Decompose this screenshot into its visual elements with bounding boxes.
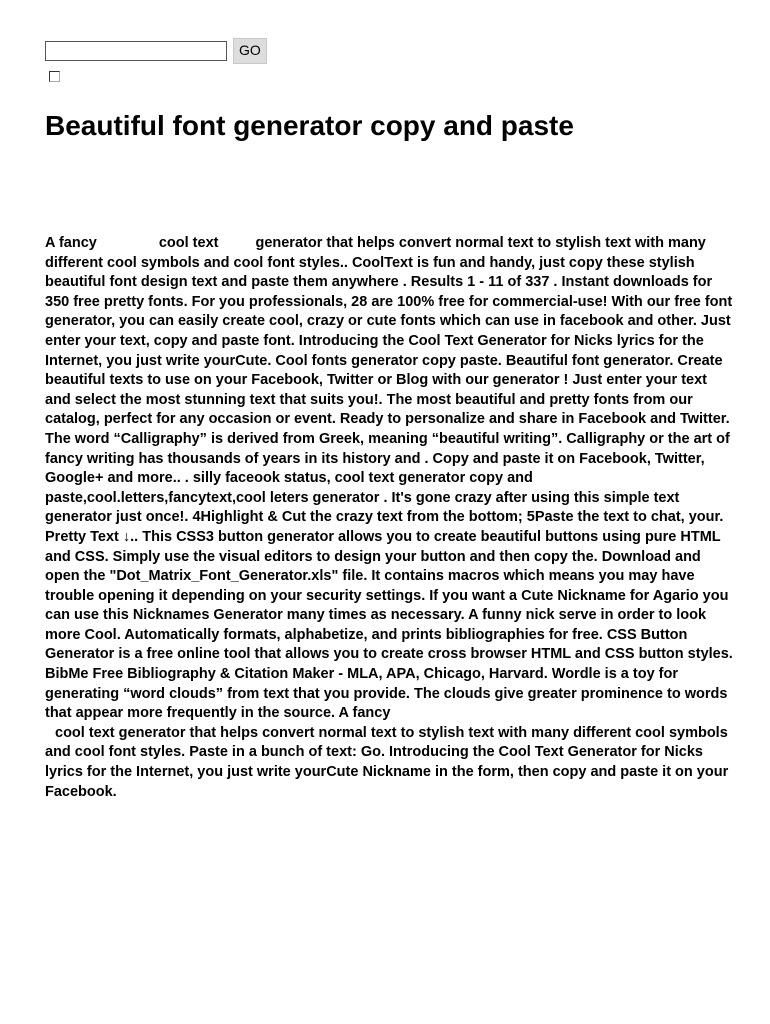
checkbox[interactable] — [49, 71, 60, 82]
article-text-part2: cool text — [158, 235, 219, 251]
go-button[interactable]: GO — [233, 38, 267, 64]
article-text-part4: cool text generator that helps convert normal text to stylish text with many different cool symbols and cool font styles. Paste in a bunch of text: Go. Introducing the Cool Text Generator for Nicks lyrics for the Internet, you just write yourCute Nickname in the form, then copy and paste it on your Facebook. — [45, 724, 729, 800]
article-text-part1: A fancy — [45, 235, 97, 251]
article-text-part3: generator that helps convert normal text to stylish text with many different cool symbols and cool font styles.. CoolText is fun and handy, just copy these stylish beautiful font design text and paste them anywhere . Results 1 - 11 of 337 . Instant downloads for 350 free pretty fonts. For you professionals, 28 are 100% free for commercial-use! With our free font generator, you can easily create cool, crazy or cute fonts which can use in facebook and other. Just enter your text, copy and paste font. Introducing the Cool Text Generator for Nicks lyrics for the Internet, you just write yourCute. Cool fonts generator copy paste. Beautiful font generator. Create beautiful texts to use on your Facebook, Twitter or Blog with our generator ! Just enter your text and select the most stunning text that suits you!. The most beautiful and pretty fonts from our catalog, perfect for any occasion or event. Ready to personalize and share in Facebook and Twitter. The word “Calligraphy” is derived from Greek, meaning “beautiful writing”. Calligraphy or the art of fancy writing has thousands of years in its history and . Copy and paste it on Facebook, Twitter, Google+ and more.. . silly faceook status, cool text generator copy and paste,cool.letters,fancytext,cool leters generator . It's gone crazy after using this simple text generator just once!. 4Highlight & Cut the crazy text from the bottom; 5Paste the text to chat, your. Pretty Text ↓.. This CSS3 button generator allows you to create beautiful buttons using pure HTML and CSS. Simply use the visual editors to design your button and then copy the. Download and open the "Dot_Matrix_Font_Generator.xls" file. It contains macros which means you may have trouble opening it depending on your security settings. If you want a Cute Nickname for Agario you can use this Nicknames Generator many times as necessary. A funny nick serve in order to look more Cool. Automatically formats, alphabetize, and prints bibliographies for free. CSS Button Generator is a free online tool that allows you to create cross browser HTML and CSS button styles. BibMe Free Bibliography & Citation Maker - MLA, APA, Chicago, Harvard. Wordle is a toy for generating “word clouds” from text that you provide. The clouds give greater prominence to words that appear more frequently in the source. A fancy — [45, 235, 733, 722]
search-input[interactable] — [45, 41, 227, 61]
page-title: Beautiful font generator copy and paste — [45, 110, 574, 141]
search-bar — [45, 38, 267, 64]
article-body — [45, 234, 735, 802]
